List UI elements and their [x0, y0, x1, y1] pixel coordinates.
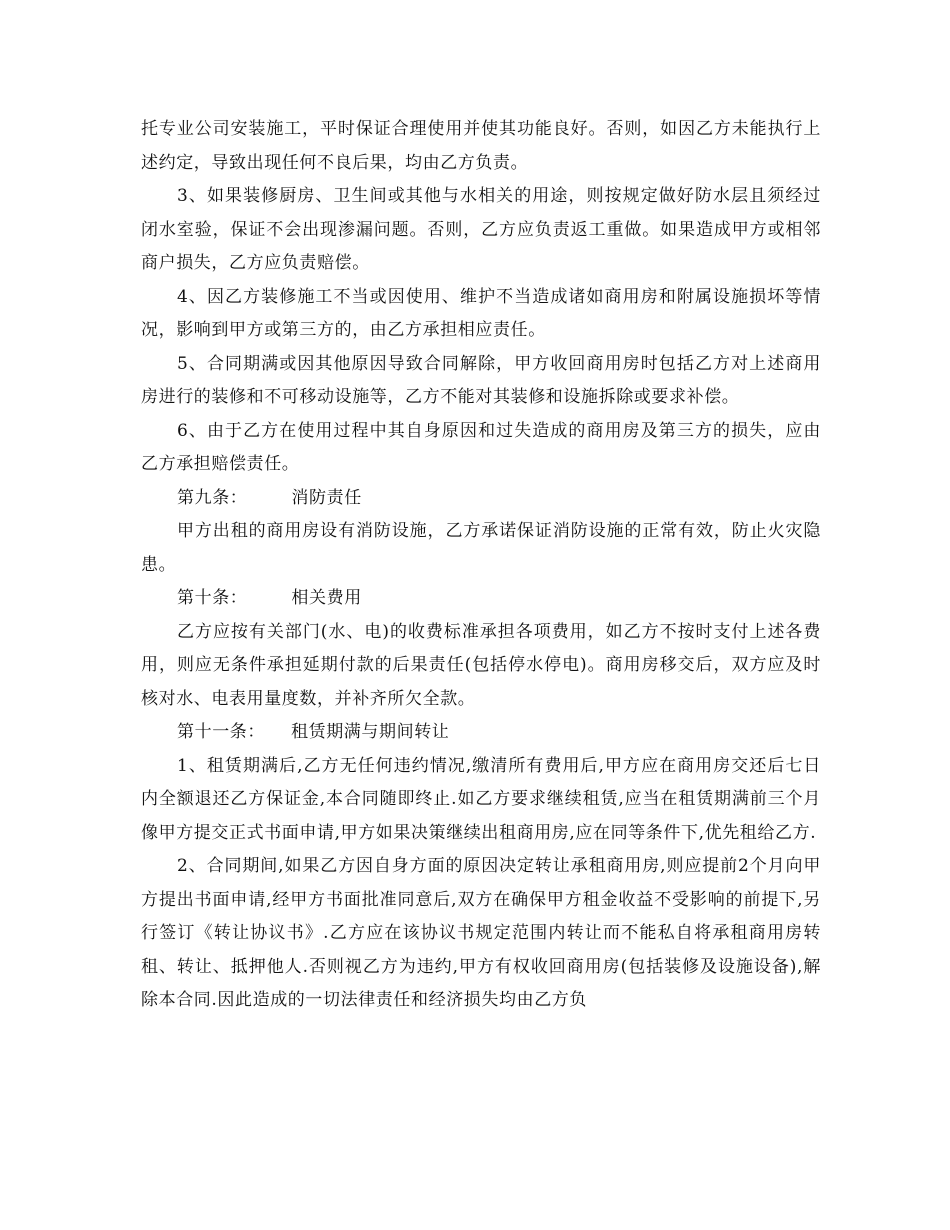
article-9-number: 第九条：	[177, 487, 248, 508]
clause-5: 5、合同期满或因其他原因导致合同解除，甲方收回商用房时包括乙方对上述商用房进行的装修和不可移动设施等，乙方不能对其装修和设施拆除或要求补偿。	[141, 353, 821, 407]
article-11-title: 租赁期满与期间转让	[291, 722, 450, 742]
article-11-item-1: 1、租赁期满后,乙方无任何违约情况,缴清所有费用后,甲方应在商用房交还后七日内全额退还乙方保证金,本合同随即终止.如乙方要求继续租赁,应当在租赁期满前三个月像甲方提交正式书面申请,甲方如果决策继续出租商用房,应在同等条件下,优先租给乙方.	[141, 755, 821, 843]
clause-6: 6、由于乙方在使用过程中其自身原因和过失造成的商用房及第三方的损失，应由乙方承担赔偿责任。	[141, 420, 821, 474]
article-10-title: 相关费用	[291, 588, 362, 608]
article-10-number: 第十条：	[177, 588, 248, 608]
article-11-number: 第十一条：	[177, 722, 265, 742]
article-10-body: 乙方应按有关部门(水、电)的收费标准承担各项费用，如乙方不按时支付上述各费用，则应无条件承担延期付款的后果责任(包括停水停电)。商用房移交后，双方应及时核对水、电表用量度数，并补齐所欠全款。	[141, 621, 821, 709]
paragraph-continuation: 托专业公司安装施工，平时保证合理使用并使其功能良好。否则，如因乙方未能执行上述约定，导致出现任何不良后果，均由乙方负责。	[141, 119, 821, 173]
article-9-body: 甲方出租的商用房设有消防设施，乙方承诺保证消防设施的正常有效，防止火灾隐患。	[141, 521, 821, 575]
article-11-heading	[141, 716, 821, 750]
article-9-heading	[141, 482, 821, 516]
article-10-heading	[141, 582, 821, 616]
clause-3: 3、如果装修厨房、卫生间或其他与水相关的用途，则按规定做好防水层且须经过闭水室验，保证不会出现渗漏问题。否则，乙方应负责返工重做。如果造成甲方或相邻商户损失，乙方应负责赔偿。	[141, 186, 821, 273]
clause-4: 4、因乙方装修施工不当或因使用、维护不当造成诸如商用房和附属设施损坏等情况，影响到甲方或第三方的，由乙方承担相应责任。	[141, 286, 821, 340]
document-body	[141, 113, 821, 1018]
article-9-title: 消防责任	[291, 487, 362, 508]
article-11-item-2: 2、合同期间,如果乙方因自身方面的原因决定转让承租商用房,则应提前2个月向甲方提出书面申请,经甲方书面批准同意后,双方在确保甲方租金收益不受影响的前提下,另行签订《转让协议书》.乙方应在该协议书规定范围内转让而不能私自将承租商用房转租、转让、抵押他人.否则视乙方为违约,甲方有权收回商用房(包括装修及设施设备),解除本合同.因此造成的一切法律责任和经济损失均由乙方负	[141, 856, 821, 1010]
